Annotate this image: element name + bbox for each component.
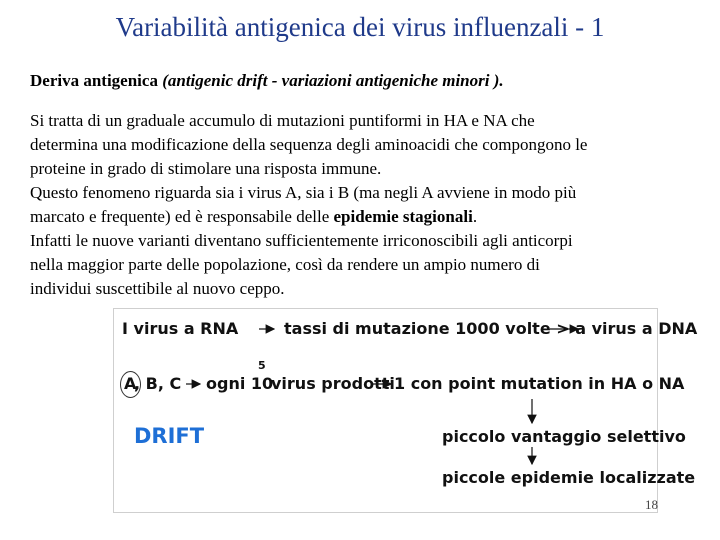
subtitle-italic: (antigenic drift - variazioni antigeniche minori ).: [162, 71, 504, 90]
slide-title: Variabilità antigenica dei virus influenzali - 1: [115, 12, 605, 42]
label-virus-a: A: [124, 374, 137, 393]
body-line: nella maggior parte delle popolazione, così da rendere un ampio numero di: [30, 255, 540, 274]
page-number: 18: [645, 497, 658, 512]
body-line: Infatti le nuove varianti diventano sufficientemente irriconoscibili agli anticorpi: [30, 231, 573, 250]
label-point-mutation: 1 con point mutation in HA o NA: [394, 374, 685, 393]
body-line: Si tratta di un graduale accumulo di mutazioni puntiformi in HA e NA che: [30, 111, 535, 130]
body-line: [30, 205, 700, 229]
label-mutation-rate: tassi di mutazione 1000 volte > a virus a DNA: [284, 319, 698, 338]
label-local-epidemics: piccole epidemie localizzate: [442, 468, 696, 487]
label-virus-bc: , B, C: [134, 374, 182, 393]
body-line: proteine in grado di stimolare una risposta immune.: [30, 159, 382, 178]
label-selective-advantage: piccolo vantaggio selettivo: [442, 427, 686, 446]
body-line: Questo fenomeno riguarda sia i virus A, sia i B (ma negli A avviene in modo più: [30, 183, 577, 202]
label-drift: DRIFT: [134, 424, 205, 448]
label-ogni: ogni 10: [206, 374, 274, 393]
subtitle-prefix: Deriva antigenica: [30, 71, 163, 90]
drift-diagram: [113, 308, 698, 513]
body-line: determina una modificazione della sequenza degli aminoacidi che compongono le: [30, 135, 588, 154]
label-exponent: 5: [258, 359, 266, 372]
text-segment: marcato e frequente) ed è responsabile delle: [30, 207, 334, 226]
slide-subtitle: [30, 71, 700, 91]
label-virus-rna: I virus a RNA: [122, 319, 239, 338]
body-line: individui suscettibile al nuovo ceppo.: [30, 279, 285, 298]
emphasis-epidemie-stagionali: epidemie stagionali: [333, 207, 473, 226]
body-text: [30, 109, 700, 301]
label-virus-prodotti: virus prodotti: [271, 374, 395, 393]
text-segment: .: [472, 207, 478, 226]
